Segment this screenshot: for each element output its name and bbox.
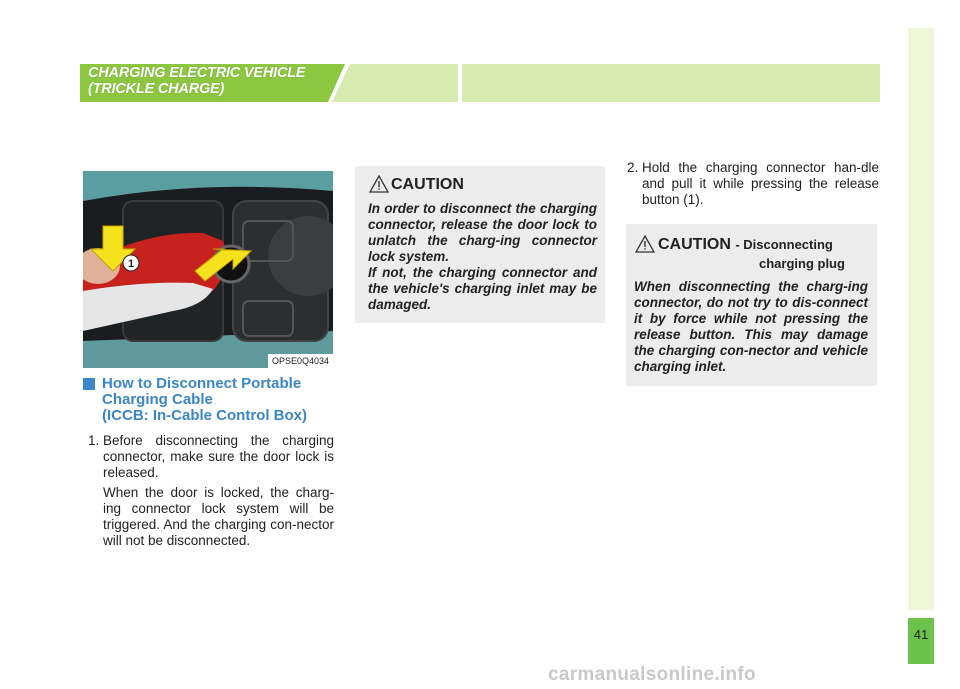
warning-triangle-icon <box>369 175 389 193</box>
caution-1-title: CAUTION <box>391 176 464 193</box>
side-tab-bar <box>908 28 934 610</box>
charging-connector-photo <box>83 171 333 368</box>
caution-1-paragraph-1: In order to disconnect the charging connector, release the door lock to unlatch the charg-ing connector lock system. <box>368 201 597 264</box>
caution-box-1 <box>355 166 605 323</box>
caution-2-title <box>658 236 833 254</box>
watermark: carmanualsonline.info <box>548 664 756 685</box>
chapter-title-line1: CHARGING ELECTRIC VEHICLE <box>88 65 306 81</box>
caution-1-paragraph-2: If not, the charging connector and the vehicle's charging inlet may be damaged. <box>368 265 597 312</box>
section-heading-line3: (ICCB: In-Cable Control Box) <box>102 407 307 424</box>
step-2-text: Hold the charging connector han-dle and pull it while pressing the release button (1). <box>642 160 879 207</box>
connector-illustration <box>83 171 333 368</box>
step-2-number: 2. <box>627 160 639 175</box>
section-heading-line2: Charging Cable <box>102 391 213 408</box>
caution-box-2 <box>626 224 877 386</box>
step-1-text: Before disconnecting the charging connector, make sure the door lock is released. <box>103 433 334 480</box>
step-2 <box>627 160 879 208</box>
step-1-number: 1. <box>88 433 100 448</box>
caution-2-body: When disconnecting the charg-ing connector, do not try to dis-connect it by force while not pressing the release button. This may damage the charging con-nector and vehicle charging inlet. <box>634 279 868 374</box>
heading-bullet-square <box>83 378 95 390</box>
step-1-note: When the door is locked, the charg-ing connector lock system will be triggered. And the charging con-nector will not be disconnected. <box>103 485 334 548</box>
figure-caption: OPSE0Q4034 <box>268 354 333 368</box>
chapter-title-line2: (TRICKLE CHARGE) <box>88 81 225 97</box>
section-heading-line1: How to Disconnect Portable <box>102 375 302 392</box>
step-1 <box>88 433 334 481</box>
marker-number: 1 <box>127 258 135 270</box>
warning-triangle-icon <box>635 235 655 253</box>
chapter-title <box>88 65 305 97</box>
page-number: 41 <box>913 627 929 642</box>
section-heading <box>83 376 343 424</box>
caution-2-subtitle-line2: charging plug <box>759 256 845 271</box>
caution-2-subtitle-line1: - Disconnecting <box>735 237 833 252</box>
caution-2-title-text: CAUTION <box>658 236 731 253</box>
